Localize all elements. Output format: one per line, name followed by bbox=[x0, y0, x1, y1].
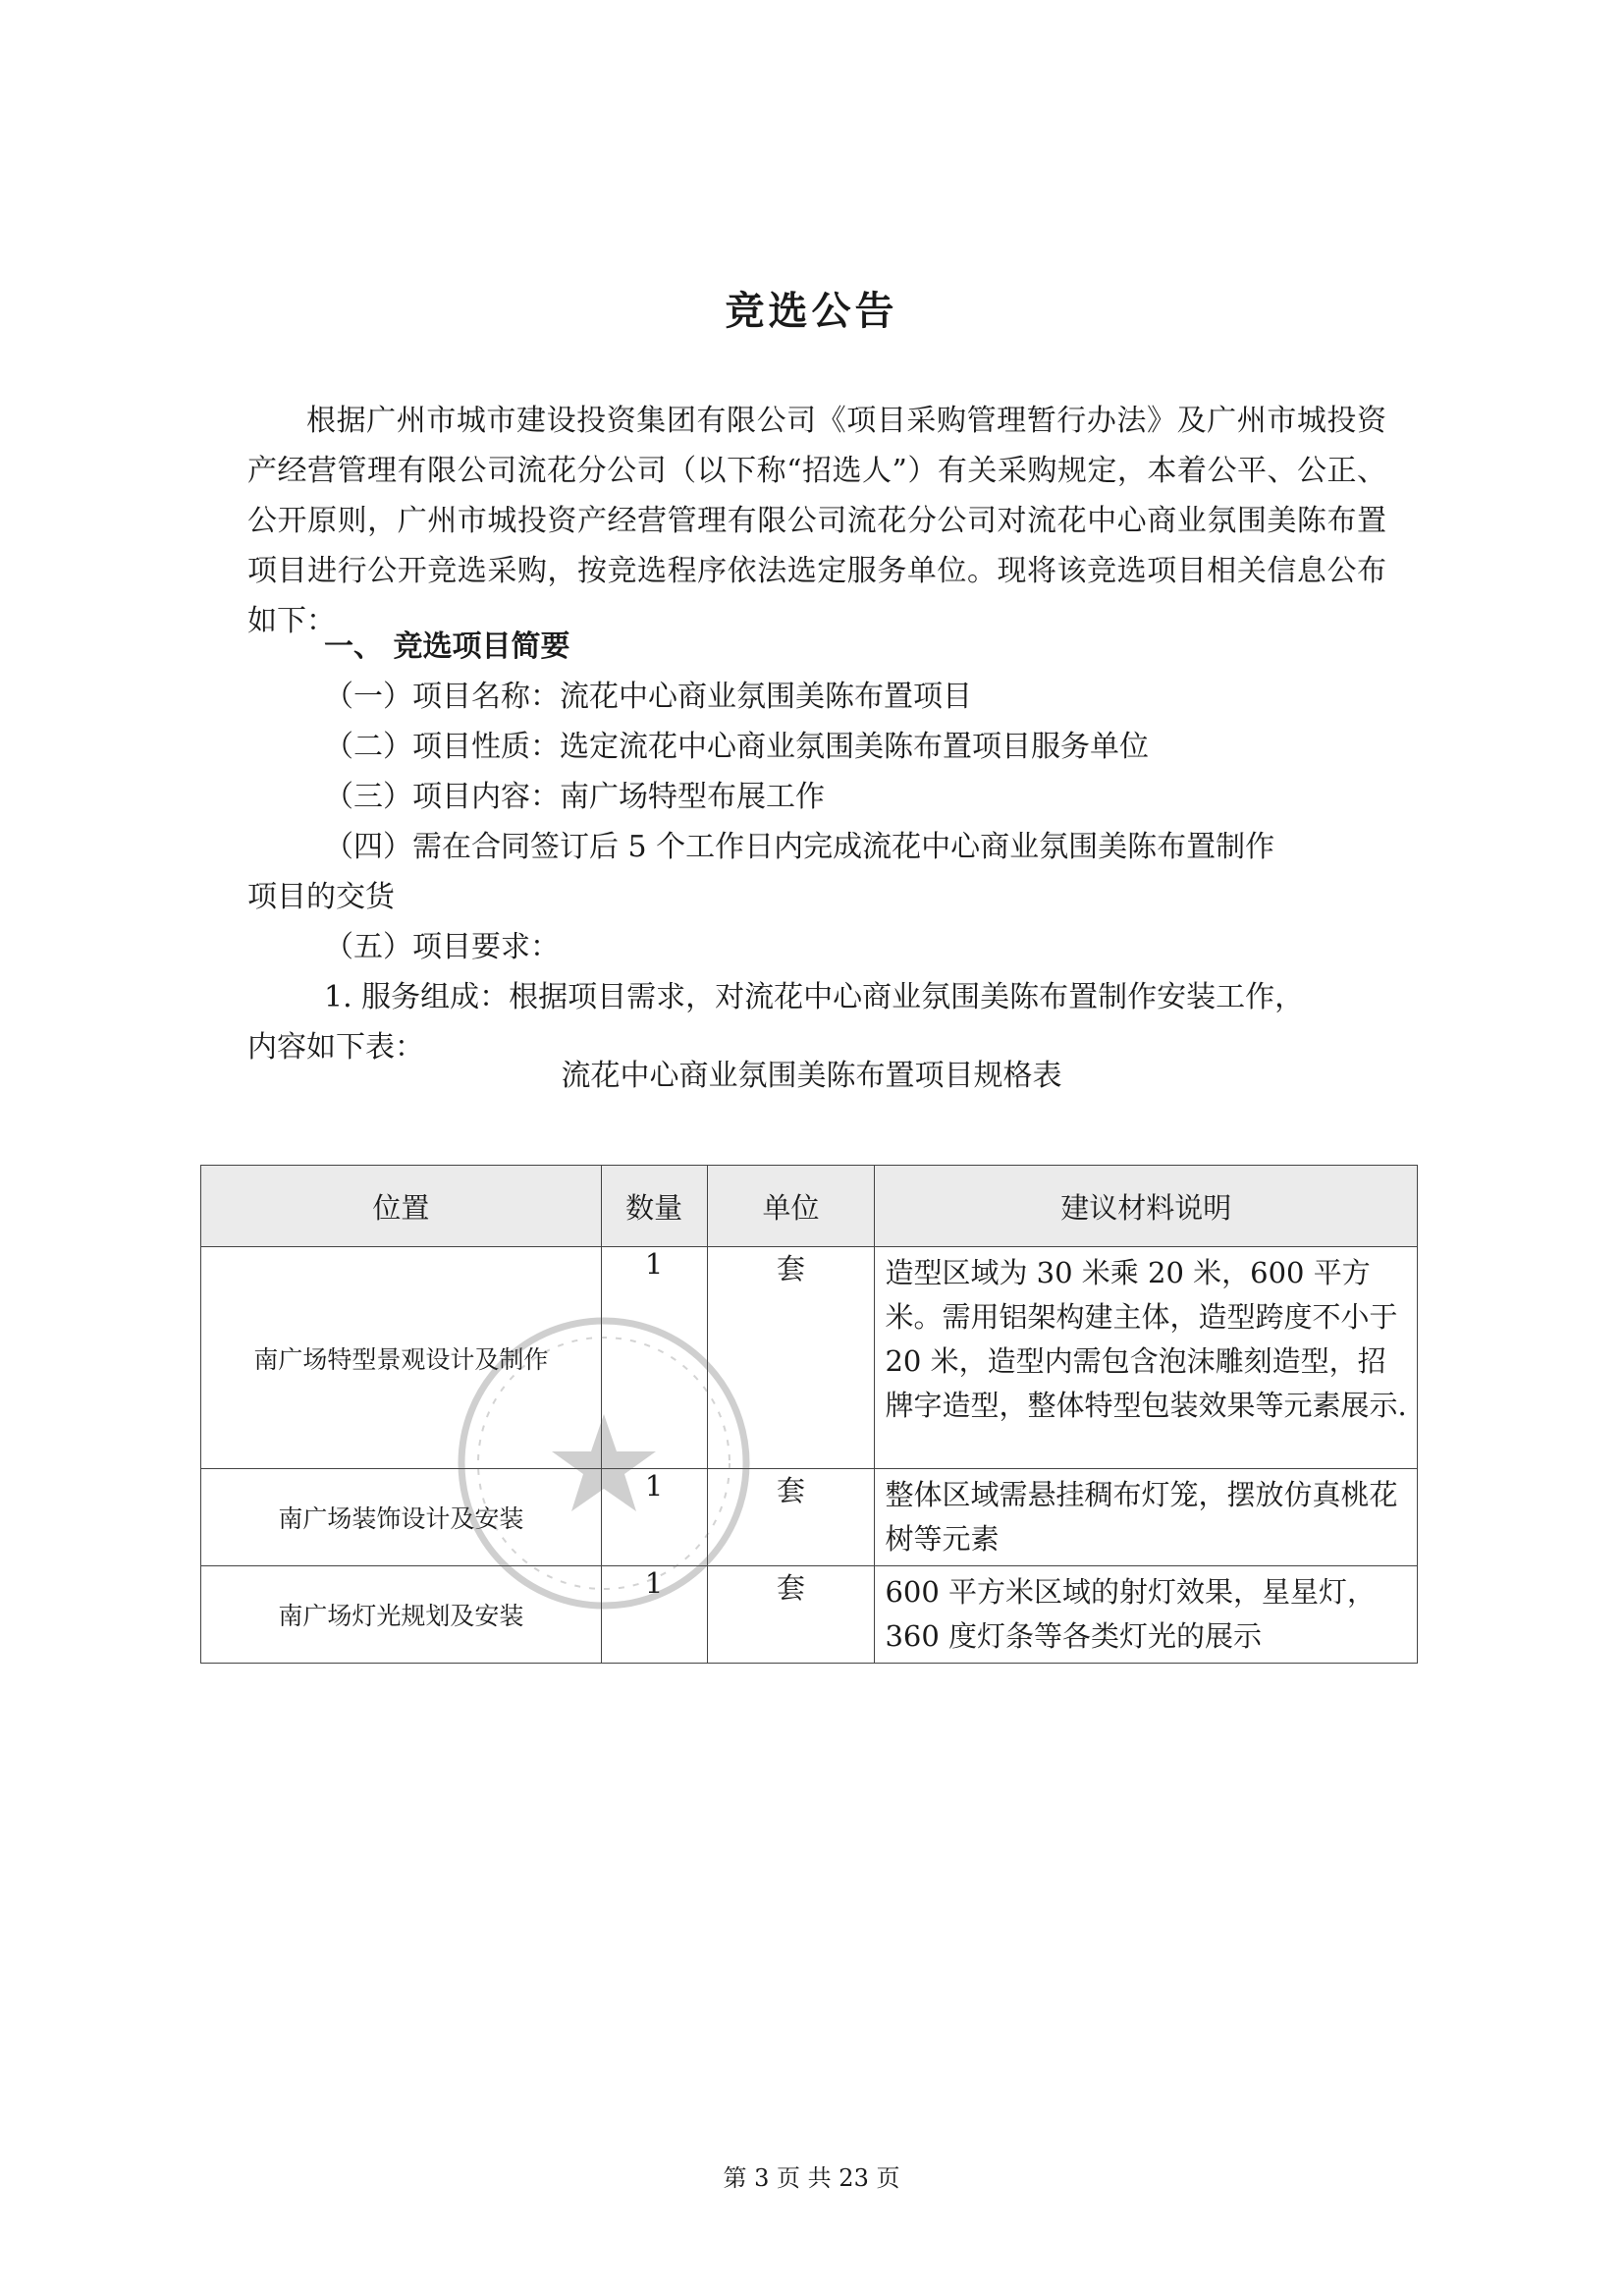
item-project-nature: （二）项目性质：选定流花中心商业氛围美陈布置项目服务单位 bbox=[324, 730, 1149, 764]
page-number: 第 3 页 共 23 页 bbox=[723, 2164, 900, 2192]
table-header-row bbox=[201, 1166, 1418, 1247]
cell-location: 南广场灯光规划及安装 bbox=[201, 1566, 602, 1664]
spec-table bbox=[200, 1165, 1418, 1664]
item-requirements: （五）项目要求： bbox=[324, 930, 560, 964]
table-row bbox=[201, 1469, 1418, 1566]
cell-description: 整体区域需悬挂稠布灯笼，摆放仿真桃花树等元素 bbox=[875, 1469, 1418, 1566]
cell-location: 南广场装饰设计及安装 bbox=[201, 1469, 602, 1566]
requirement-1-line1: 1. 服务组成：根据项目需求，对流花中心商业氛围美陈布置制作安装工作， bbox=[324, 980, 1305, 1014]
cell-quantity: 1 bbox=[601, 1469, 707, 1566]
table-row bbox=[201, 1566, 1418, 1664]
section-heading: 一、 竞选项目简要 bbox=[324, 629, 570, 664]
item-delivery-line2: 项目的交货 bbox=[247, 880, 395, 914]
item-project-content: （三）项目内容：南广场特型布展工作 bbox=[324, 780, 825, 814]
requirement-1-line2: 内容如下表： bbox=[247, 1030, 424, 1065]
table-caption: 流花中心商业氛围美陈布置项目规格表 bbox=[561, 1059, 1062, 1093]
item-delivery-line1: （四）需在合同签订后 5 个工作日内完成流花中心商业氛围美陈布置制作 bbox=[324, 830, 1275, 864]
header-quantity: 数量 bbox=[601, 1166, 707, 1247]
cell-quantity: 1 bbox=[601, 1566, 707, 1664]
cell-unit: 套 bbox=[707, 1566, 875, 1664]
header-location: 位置 bbox=[201, 1166, 602, 1247]
cell-unit: 套 bbox=[707, 1469, 875, 1566]
item-project-name: （一）项目名称：流花中心商业氛围美陈布置项目 bbox=[324, 680, 972, 714]
cell-unit: 套 bbox=[707, 1247, 875, 1469]
cell-quantity: 1 bbox=[601, 1247, 707, 1469]
cell-description: 600 平方米区域的射灯效果，星星灯，360 度灯条等各类灯光的展示 bbox=[875, 1566, 1418, 1664]
intro-paragraph: 根据广州市城市建设投资集团有限公司《项目采购管理暂行办法》及广州市城投资产经营管理有限公司流花分公司（以下称“招选人”）有关采购规定，本着公平、公正、公开原则，广州市城投资产经营管理有限公司流花分公司对流花中心商业氛围美陈布置项目进行公开竞选采购，按竞选程序依法选定服务单位。现将该竞选项目相关信息公布如下： bbox=[247, 404, 1386, 638]
header-material-desc: 建议材料说明 bbox=[875, 1166, 1418, 1247]
cell-description: 造型区域为 30 米乘 20 米，600 平方米。需用铝架构建主体，造型跨度不小于 20 米，造型内需包含泡沫雕刻造型，招牌字造型，整体特型包装效果等元素展示. bbox=[875, 1247, 1418, 1469]
cell-location: 南广场特型景观设计及制作 bbox=[201, 1247, 602, 1469]
header-unit: 单位 bbox=[707, 1166, 875, 1247]
page-title: 竞选公告 bbox=[725, 289, 898, 334]
table-row bbox=[201, 1247, 1418, 1469]
